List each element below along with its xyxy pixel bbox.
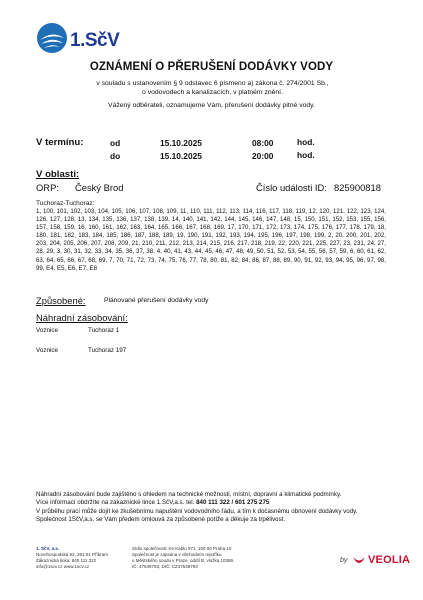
footer-line-4: Společnost 1SčV,a.s. se Vám předem omlouvá za způsobené potíže a děkuje za trpělivost. (36, 516, 286, 524)
replacement-label: Náhradní zásobování: (36, 312, 128, 323)
company-name: 1. SčV, a.s. (36, 546, 60, 551)
veolia-mark-icon (352, 555, 366, 567)
term-to-label: do (110, 151, 121, 161)
registry-info (132, 546, 234, 570)
footer-line-2 (36, 499, 396, 507)
replacement-row-2-place: Tuchoraz 197 (88, 347, 127, 354)
footer-line-1: Náhradní zásobování bude zajištěno s ohledem na technické možnosti, místní, dopravní a klimatické podmínky. (36, 491, 342, 498)
replacement-row-1-place: Tuchoraz 1 (88, 327, 120, 334)
veolia-name: VEOLIA (368, 554, 411, 566)
locality-name: Tuchoraz-Tuchoraz: (36, 200, 95, 207)
footer-line-3: V průběhu prací může dojít ke zkušebnímu napuštění vodovodního řádu, a tím k dočasnému obnovení dodávky vody. (36, 507, 358, 515)
hotline-phone: 840 111 322 / 601 275 275 (196, 499, 270, 507)
cause-label: Způsobené: (36, 295, 86, 306)
house-numbers-list: 1, 100, 101, 102, 103, 104, 105, 106, 107, 108, 109, 11, 110, 111, 112, 113, 114, 116, 117, 118, 119, 12, 120, 121, 122, 123, 124, 126, 127, 128, 13, 134, 135, 136, 137, 138, 139, 14, 140, 141, 142, 144, 145, 146, 147, 148, 15, 150, 151, 152, 153, 155, 156, 157, 158, 159, 16, 160, 161, 162, 163, 164, 165, 166, 167, 168, 169, 17, 170, 171, 172, 173, 174, 175, 176, 177, 178, 179, 18, 180, 181, 182, 183, 184, 185, 186, 187, 188, 189, 19, 190, 191, 192, 193, 194, 195, 196, 197, 198, 199, 2, 20, 200, 201, 202, 203, 204, 205, 206, 207, 208, 209, 21, 210, 211, 212, 213, 214, 215, 216, 217, 218, 219, 22, 220, 221, 225, 227, 23, 231, 24, 27, 28, 29, 3, 30, 31, 32, 33, 34, 35, 36, 37, 38, 4, 40, 41, 43, 44, 45, 46, 47, 48, 49, 50, 51, 52, 53, 54, 55, 56, 57, 59, 6, 60, 61, 62, 63, 64, 65, 66, 67, 68, 69, 7, 70, 71, 72, 73, 74, 75, 76, 77, 78, 80, 81, 82, 84, 86, 87, 88, 89, 90, 91, 92, 93, 94, 95, 96, 97, 98, 99, E4, E5, E6, E7, E8 (36, 208, 386, 272)
term-from-date: 15.10.2025 (160, 138, 202, 148)
footer-notes (36, 491, 396, 525)
legal-subtitle-line2: o vodovodech a kanalizacích, v platném znění. (142, 88, 283, 96)
event-id-label: Číslo události ID: (256, 182, 327, 193)
term-to-time: 20:00 (252, 151, 274, 161)
term-from-time: 08:00 (252, 138, 274, 148)
term-from-label: od (110, 138, 121, 148)
cause-value: Plánované přerušení dodávky vody (104, 297, 209, 304)
greeting: Vážený odběrateli, oznamujeme Vám, přerušení dodávky pitné vody. (108, 102, 315, 109)
company-info (36, 546, 108, 570)
registry-line-1: Sídlo společnosti: Ke Kablu 971, 100 00 Praha 10 (132, 546, 232, 551)
event-id-value: 825900818 (334, 182, 381, 193)
registry-line-4: IČ: 47549793, DIČ: CZ47549793 (132, 564, 198, 569)
logo-text: 1.SčV (70, 30, 120, 51)
term-label: V termínu: (36, 137, 84, 148)
registry-line-2: Společnost je zapsána v obchodním rejstříku (132, 552, 222, 557)
company-hotline: Zákaznická linka: 840 111 322 (36, 558, 97, 563)
orp-value: Český Brod (75, 182, 124, 193)
term-from-unit: hod. (297, 137, 315, 147)
registry-line-3: u Městského soudu v Praze, oddíl B, vložka 10389. (132, 558, 235, 563)
footer-line-2-text: Více informací obdržíte na zákaznické lince 1.SčV,a.s. tel. (36, 499, 195, 507)
term-to-unit: hod. (297, 150, 315, 160)
replacement-row-2-type: Voznice (36, 347, 59, 354)
by-label: by (340, 557, 348, 564)
legal-subtitle (40, 80, 385, 97)
water-drop-logo-icon (36, 22, 68, 54)
company-logo (36, 22, 136, 62)
company-address: Novohospodská 93, 261 01 Příbram (36, 552, 109, 557)
term-to-date: 15.10.2025 (160, 151, 202, 161)
area-label: V oblasti: (36, 169, 80, 180)
replacement-row-1-type: Voznice (36, 327, 59, 334)
notice-title: OZNÁMENÍ O PŘERUŠENÍ DODÁVKY VODY (89, 61, 334, 73)
legal-subtitle-line1: v souladu s ustanovením § 9 odstavec 6 písmeno a) zákona č. 274/2001 Sb., (96, 80, 329, 87)
company-web: info@1scv.cz www.1scv.cz (36, 564, 90, 569)
orp-label: ORP: (36, 182, 59, 193)
